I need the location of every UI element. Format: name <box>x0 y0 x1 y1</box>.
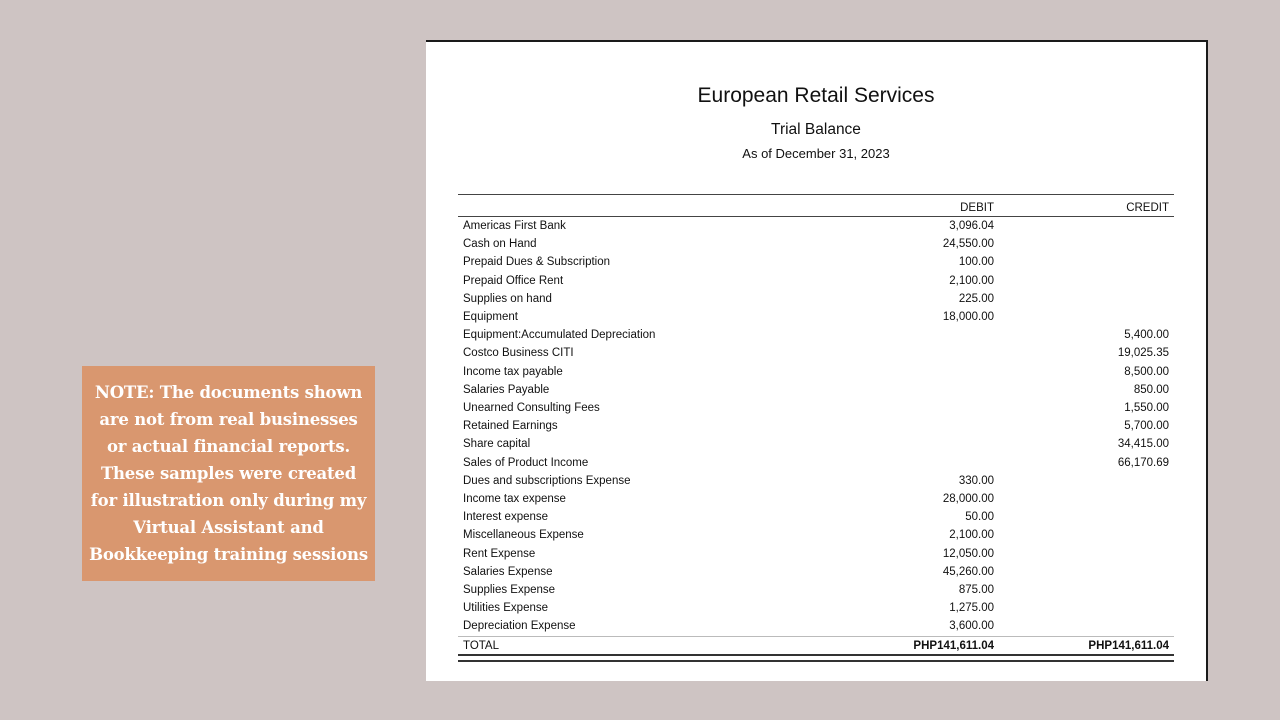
debit-amount: 45,260.00 <box>942 565 994 578</box>
account-name: Dues and subscriptions Expense <box>463 474 631 487</box>
debit-amount: 3,600.00 <box>949 620 994 633</box>
debit-amount: 50.00 <box>965 511 994 524</box>
debit-amount: 1,275.00 <box>949 602 994 615</box>
account-name: Income tax payable <box>463 365 563 378</box>
account-name: Salaries Expense <box>463 565 553 578</box>
total-label: TOTAL <box>458 636 794 655</box>
credit-amount: 850.00 <box>1133 383 1169 396</box>
debit-amount: 2,100.00 <box>949 274 994 287</box>
debit-amount <box>794 417 999 435</box>
credit-amount <box>999 508 1174 526</box>
debit-amount: 18,000.00 <box>942 311 994 324</box>
debit-amount <box>794 363 999 381</box>
debit-amount: 225.00 <box>958 292 994 305</box>
account-name: Equipment:Accumulated Depreciation <box>463 329 656 342</box>
table-row <box>458 399 1174 417</box>
table-row <box>458 617 1174 636</box>
credit-amount <box>999 308 1174 326</box>
report-date: As of December 31, 2023 <box>742 146 890 161</box>
trial-balance-table <box>458 194 1174 655</box>
table-row <box>458 235 1174 253</box>
debit-amount: 28,000.00 <box>942 493 994 506</box>
company-name: European Retail Services <box>697 84 935 107</box>
table-row <box>458 454 1174 472</box>
account-name: Prepaid Office Rent <box>463 274 564 287</box>
table-row <box>458 381 1174 399</box>
account-name: Supplies Expense <box>463 584 556 597</box>
table-row <box>458 290 1174 308</box>
account-name: Depreciation Expense <box>463 620 576 633</box>
account-name: Costco Business CITI <box>463 347 574 360</box>
report-title: Trial Balance <box>771 121 861 138</box>
table-row <box>458 363 1174 381</box>
table-row <box>458 526 1174 544</box>
account-name: Sales of Product Income <box>463 456 589 469</box>
trial-balance-report <box>426 40 1208 681</box>
table-row <box>458 272 1174 290</box>
table-row <box>458 581 1174 599</box>
account-name: Retained Earnings <box>463 420 558 433</box>
account-name: Interest expense <box>463 511 549 524</box>
credit-amount <box>999 563 1174 581</box>
credit-amount: 34,415.00 <box>1117 438 1169 451</box>
account-column-header <box>458 195 794 217</box>
credit-amount: 1,550.00 <box>1124 402 1169 415</box>
debit-amount <box>794 326 999 344</box>
credit-amount <box>999 617 1174 636</box>
table-row <box>458 435 1174 453</box>
credit-amount <box>999 217 1174 236</box>
debit-amount: 2,100.00 <box>949 529 994 542</box>
debit-amount <box>794 454 999 472</box>
debit-amount: 12,050.00 <box>942 547 994 560</box>
account-name: Supplies on hand <box>463 292 552 305</box>
credit-amount <box>999 290 1174 308</box>
debit-amount <box>794 381 999 399</box>
total-credit: PHP141,611.04 <box>999 636 1174 655</box>
table-row <box>458 599 1174 617</box>
table-row <box>458 217 1174 236</box>
disclaimer-note <box>82 366 375 581</box>
debit-amount: 3,096.04 <box>949 220 994 232</box>
credit-amount <box>999 253 1174 271</box>
table-row <box>458 417 1174 435</box>
credit-amount <box>999 490 1174 508</box>
total-double-underline <box>458 654 1174 662</box>
credit-amount <box>999 526 1174 544</box>
credit-amount: 19,025.35 <box>1117 347 1169 360</box>
credit-amount <box>999 599 1174 617</box>
account-name: Share capital <box>463 438 531 451</box>
credit-amount <box>999 235 1174 253</box>
disclaimer-text: NOTE: The documents shown are not from real businesses or actual financial reports. These samples were created for illustration only during my Virtual Assistant and Bookkeeping training sessions <box>89 383 368 564</box>
account-name: Cash on Hand <box>463 238 537 251</box>
account-name: Income tax expense <box>463 493 566 506</box>
table-row <box>458 326 1174 344</box>
credit-amount: 66,170.69 <box>1117 456 1169 469</box>
credit-amount <box>999 472 1174 490</box>
account-name: Prepaid Dues & Subscription <box>463 256 611 269</box>
table-row <box>458 545 1174 563</box>
debit-amount: 100.00 <box>958 256 994 269</box>
account-name: Miscellaneous Expense <box>463 529 584 542</box>
total-row <box>458 636 1174 655</box>
table-row <box>458 472 1174 490</box>
table-body <box>458 217 1174 637</box>
debit-amount <box>794 399 999 417</box>
debit-column-header: DEBIT <box>794 195 999 217</box>
table-row <box>458 563 1174 581</box>
table-row <box>458 508 1174 526</box>
credit-amount <box>999 272 1174 290</box>
credit-amount: 8,500.00 <box>1124 365 1169 378</box>
account-name: Equipment <box>463 311 518 324</box>
table-row <box>458 253 1174 271</box>
total-debit: PHP141,611.04 <box>794 636 999 655</box>
account-name: Americas First Bank <box>463 220 566 232</box>
debit-amount <box>794 344 999 362</box>
credit-amount <box>999 581 1174 599</box>
debit-amount: 875.00 <box>958 584 994 597</box>
account-name: Rent Expense <box>463 547 536 560</box>
account-name: Salaries Payable <box>463 383 550 396</box>
table-row <box>458 308 1174 326</box>
table-row <box>458 490 1174 508</box>
credit-amount <box>999 545 1174 563</box>
credit-amount: 5,400.00 <box>1124 329 1169 342</box>
account-name: Unearned Consulting Fees <box>463 402 600 415</box>
credit-amount: 5,700.00 <box>1124 420 1169 433</box>
table-row <box>458 344 1174 362</box>
credit-column-header: CREDIT <box>999 195 1174 217</box>
debit-amount: 24,550.00 <box>942 238 994 251</box>
debit-amount <box>794 435 999 453</box>
table-header-row <box>458 195 1174 217</box>
debit-amount: 330.00 <box>958 474 994 487</box>
account-name: Utilities Expense <box>463 602 549 615</box>
